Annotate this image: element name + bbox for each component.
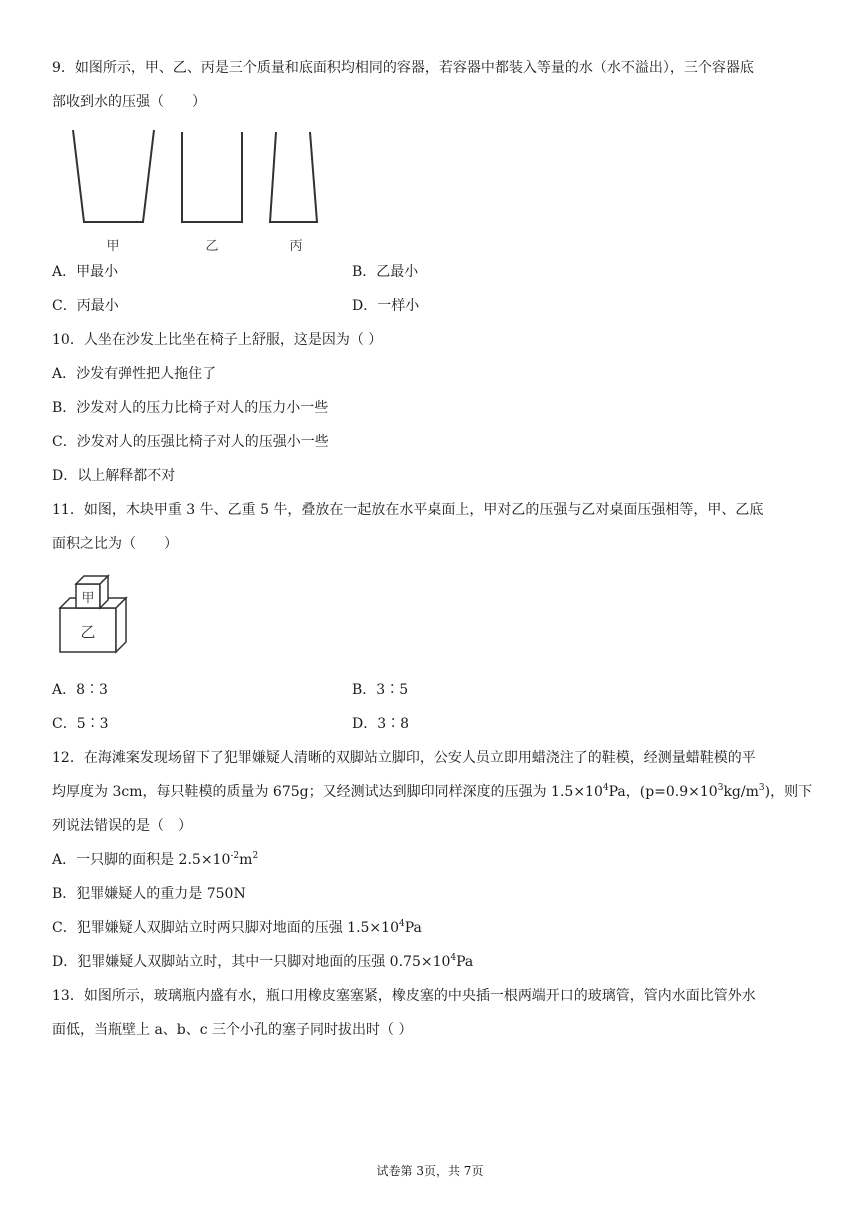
q12-stem-line2: 均厚度为 3cm，每只鞋模的质量为 675g；又经测试达到脚印同样深度的压强为 $1.5\times 10^4Pa$，$(p=0.9\times 10^3kg/m^3)$，则下 (52, 783, 813, 800)
block-label-yi: 乙 (80, 623, 96, 641)
q10-option-a: A．沙发有弹性把人拖住了 (52, 366, 217, 382)
q12-option-d: D．犯罪嫌疑人双脚站立时，其中一只脚对地面的压强 $0.75\times 10^4Pa$ (52, 953, 474, 970)
block-label-jia: 甲 (81, 591, 95, 606)
container-label-yi: 乙 (205, 239, 219, 254)
container-label-bing: 丙 (289, 239, 303, 254)
q9-option-d: D．一样小 (352, 298, 420, 314)
q9-stem-line1: 9．如图所示，甲、乙、丙是三个质量和底面积均相同的容器，若容器中都装入等量的水（水不溢出），三个容器底 (52, 60, 754, 76)
q12-stem-line3: 列说法错误的是（ ） (52, 818, 192, 834)
q10-option-b: B．沙发对人的压力比椅子对人的压力小一些 (52, 400, 329, 416)
q11-stem-line2: 面积之比为（ ） (52, 536, 178, 552)
q11-option-c: C．5∶3 (52, 716, 109, 732)
q12-option-a: A．一只脚的面积是 $2.5\times 10^{-2}m^2$ (52, 851, 259, 868)
q10-option-d: D．以上解释都不对 (52, 468, 176, 484)
q12-option-b: B．犯罪嫌疑人的重力是 750N (52, 886, 246, 902)
q11-stem-line1: 11．如图，木块甲重 3 牛、乙重 5 牛，叠放在一起放在水平桌面上，甲对乙的压强与乙对桌面压强相等，甲、乙底 (52, 502, 764, 518)
q11-option-d: D．3∶8 (352, 716, 410, 732)
block-yi-side (116, 598, 126, 652)
q13-stem-line2: 面低，当瓶壁上 a、b、c 三个小孔的塞子同时拔出时（ ） (52, 1022, 413, 1038)
q13-stem-line1: 13．如图所示，玻璃瓶内盛有水，瓶口用橡皮塞塞紧，橡皮塞的中央插一根两端开口的玻璃管，管内水面比管外水 (52, 988, 756, 1004)
q10-option-c: C．沙发对人的压强比椅子对人的压强小一些 (52, 434, 329, 450)
q12-option-c: C．犯罪嫌疑人双脚站立时两只脚对地面的压强 $1.5\times 10^4Pa$ (52, 919, 422, 936)
q11-blocks-figure (54, 572, 134, 656)
q11-option-a: A．8∶3 (52, 682, 108, 698)
container-bing (270, 132, 317, 222)
page-footer: 试卷第 3页，共 7页 (376, 1164, 484, 1178)
q12-stem-line1: 12．在海滩案发现场留下了犯罪嫌疑人清晰的双脚站立脚印，公安人员立即用蜡浇注了的鞋模，经测量蜡鞋模的平 (52, 750, 756, 766)
q11-option-b: B．3∶5 (352, 682, 409, 698)
container-yi (182, 132, 242, 222)
q9-option-c: C．丙最小 (52, 298, 119, 314)
container-jia (73, 130, 154, 222)
q9-containers-figure (60, 124, 320, 258)
q9-option-a: A．甲最小 (52, 264, 119, 280)
q10-stem: 10．人坐在沙发上比坐在椅子上舒服，这是因为（ ） (52, 332, 383, 348)
q9-option-b: B．乙最小 (352, 264, 419, 280)
container-label-jia: 甲 (106, 239, 120, 254)
q9-stem-line2: 部收到水的压强（ ） (52, 94, 206, 110)
